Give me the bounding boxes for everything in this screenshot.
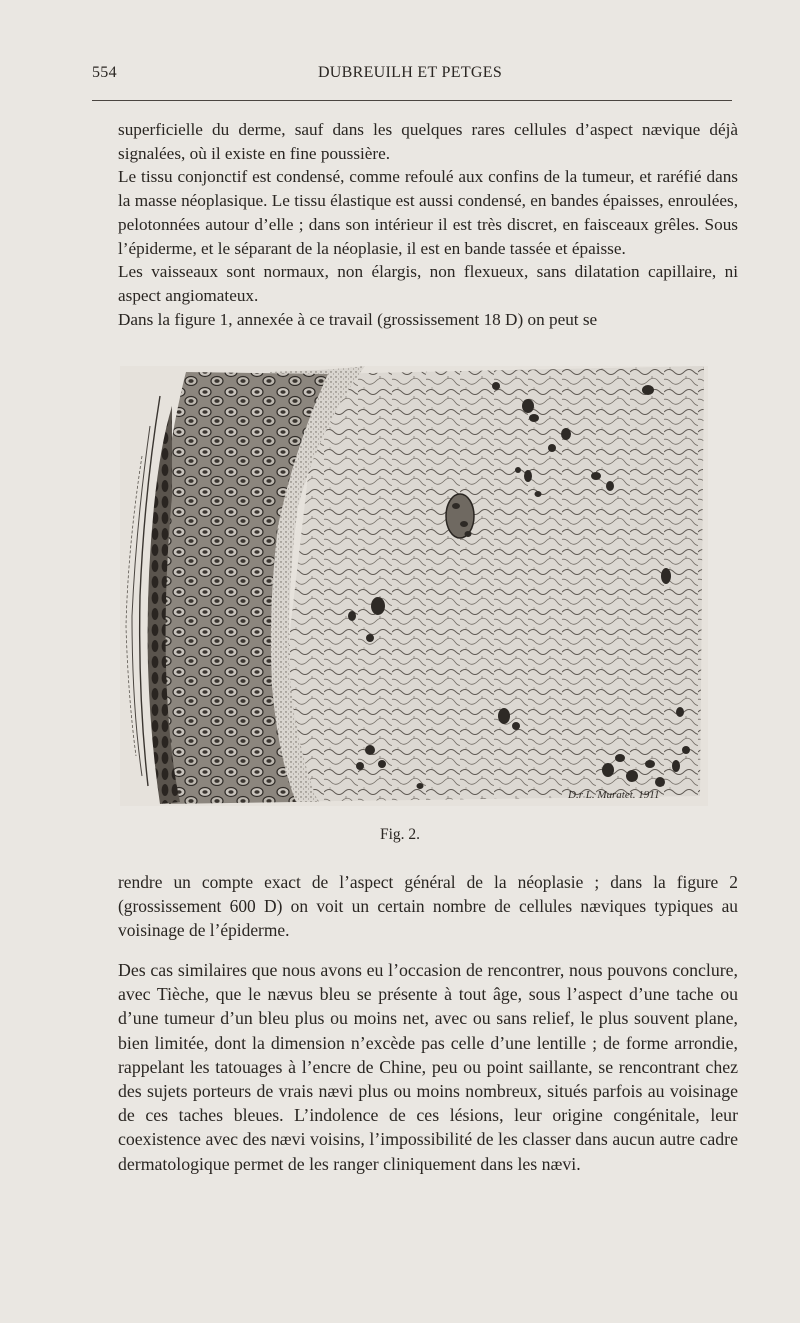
body-text-after-figure bbox=[118, 870, 738, 942]
running-title: DUBREUILH ET PETGES bbox=[317, 64, 503, 81]
paragraph-figure-reference: Dans la figure 1, annexée à ce travail (grossissement 18 D) on peut se bbox=[118, 309, 598, 329]
paragraph-continuation: superficielle du derme, sauf dans les quelques rares cellules d’aspect nævique déjà signalées, où il existe en fine poussière. bbox=[118, 120, 738, 163]
body-text-top bbox=[118, 118, 738, 331]
histology-illustration bbox=[120, 366, 708, 806]
paragraph-figure-description: rendre un compte exact de l’aspect général de la néoplasie ; dans la figure 2 (grossissement 600 D) on voit un certain nombre de cellules næviques typiques au voisinage de l’épiderme. bbox=[118, 872, 738, 940]
figure-signature: D.r L. Muratet. 1911 bbox=[568, 789, 660, 801]
body-text-conclusion bbox=[118, 958, 738, 1176]
header-rule bbox=[92, 100, 732, 101]
page-number: 554 bbox=[92, 64, 117, 81]
histology-figure bbox=[120, 366, 708, 806]
paragraph-conclusion: Des cas similaires que nous avons eu l’occasion de rencontrer, nous pouvons conclure, avec Tièche, que le nævus bleu se présente à tout âge, sous l’aspect d’une tache ou d’une tumeur d’un bleu plus ou moins net, avec ou sans relief, le plus souvent plane, bien limitée, dont la dimension n’excède pas celle d’une lentille ; de forme arrondie, rappelant les tatouages à l’encre de Chine, peu ou point saillante, se rencontrant chez des sujets porteurs de vrais nævi plus ou moins nombreux, situés parfois au voisinage de ces taches bleues. L’indolence de ces lésions, leur origine congénitale, leur coexistence avec des nævi voisins, l’impossibilité de les classer dans aucun autre cadre dermatologique permet de les ranger cliniquement dans les nævi. bbox=[118, 960, 738, 1174]
running-head bbox=[92, 64, 728, 88]
dermis-fibers bbox=[270, 366, 704, 802]
paragraph-connective-tissue: Le tissu conjonctif est condensé, comme refoulé aux confins de la tumeur, et raréfié dans la masse néoplasique. Le tissu élastique est aussi condensé, en bandes épaisses, enroulées, pelotonnées autour d’elle ; dans son intérieur il est très discret, en faisceaux grêles. Sous l’épiderme, et le séparant de la néoplasie, il est en bande tassée et épaisse. bbox=[118, 167, 738, 258]
figure-caption: Fig. 2. bbox=[379, 826, 421, 843]
paragraph-vessels: Les vaisseaux sont normaux, non élargis, non flexueux, sans dilatation capillaire, ni aspect angiomateux. bbox=[118, 262, 738, 305]
